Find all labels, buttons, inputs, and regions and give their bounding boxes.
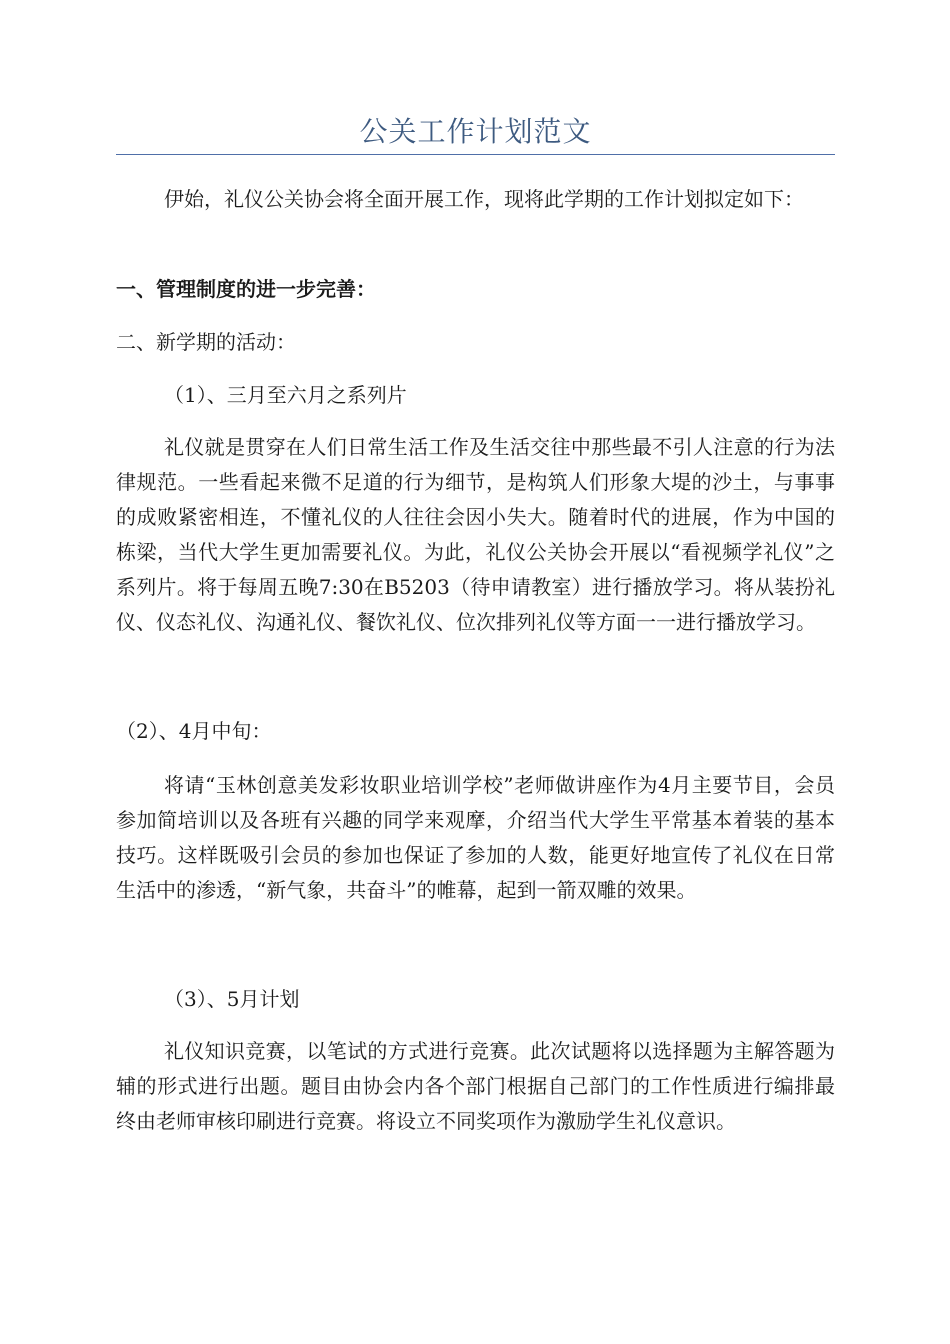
item-2-body: 将请“玉林创意美发彩妆职业培训学校”老师做讲座作为4月主要节目，会员参加简培训以及各班有兴趣的同学来观摩，介绍当代大学生平常基本着装的基本技巧。这样既吸引会员的参加也保证了参加的人数，能更好地宣传了礼仪在日常生活中的渗透，“新气象，共奋斗”的帷幕，起到一箭双雕的效果。 — [116, 773, 835, 902]
section-heading-1: 一、管理制度的进一步完善： — [116, 277, 376, 301]
item-1-body: 礼仪就是贯穿在人们日常生活工作及生活交往中那些最不引人注意的行为法律规范。一些看起来微不足道的行为细节，是构筑人们形象大堤的沙土，与事事的成败紧密相连，不懂礼仪的人往往会因小失大。随着时代的进展，作为中国的栋梁，当代大学生更加需要礼仪。为此，礼仪公关协会开展以“看视频学礼仪”之系列片。将于每周五晚7:30在B5203（待申请教室）进行播放学习。将从装扮礼仪、仪态礼仪、沟通礼仪、餐饮礼仪、位次排列礼仪等方面一一进行播放学习。 — [116, 435, 835, 634]
item-1-heading: （1）、三月至六月之系列片 — [164, 383, 407, 407]
item-2-heading: （2）、4月中旬： — [116, 719, 272, 743]
document-title: 公关工作计划范文 — [359, 115, 592, 148]
section-heading-2: 二、新学期的活动： — [116, 330, 296, 354]
title-underline — [116, 154, 835, 155]
intro-paragraph: 伊始，礼仪公关协会将全面开展工作，现将此学期的工作计划拟定如下： — [164, 187, 804, 211]
item-3-heading: （3）、5月计划 — [164, 987, 300, 1011]
item-3-body: 礼仪知识竞赛，以笔试的方式进行竞赛。此次试题将以选择题为主解答题为辅的形式进行出题。题目由协会内各个部门根据自己部门的工作性质进行编排最终由老师审核印刷进行竞赛。将设立不同奖项作为激励学生礼仪意识。 — [116, 1039, 835, 1133]
